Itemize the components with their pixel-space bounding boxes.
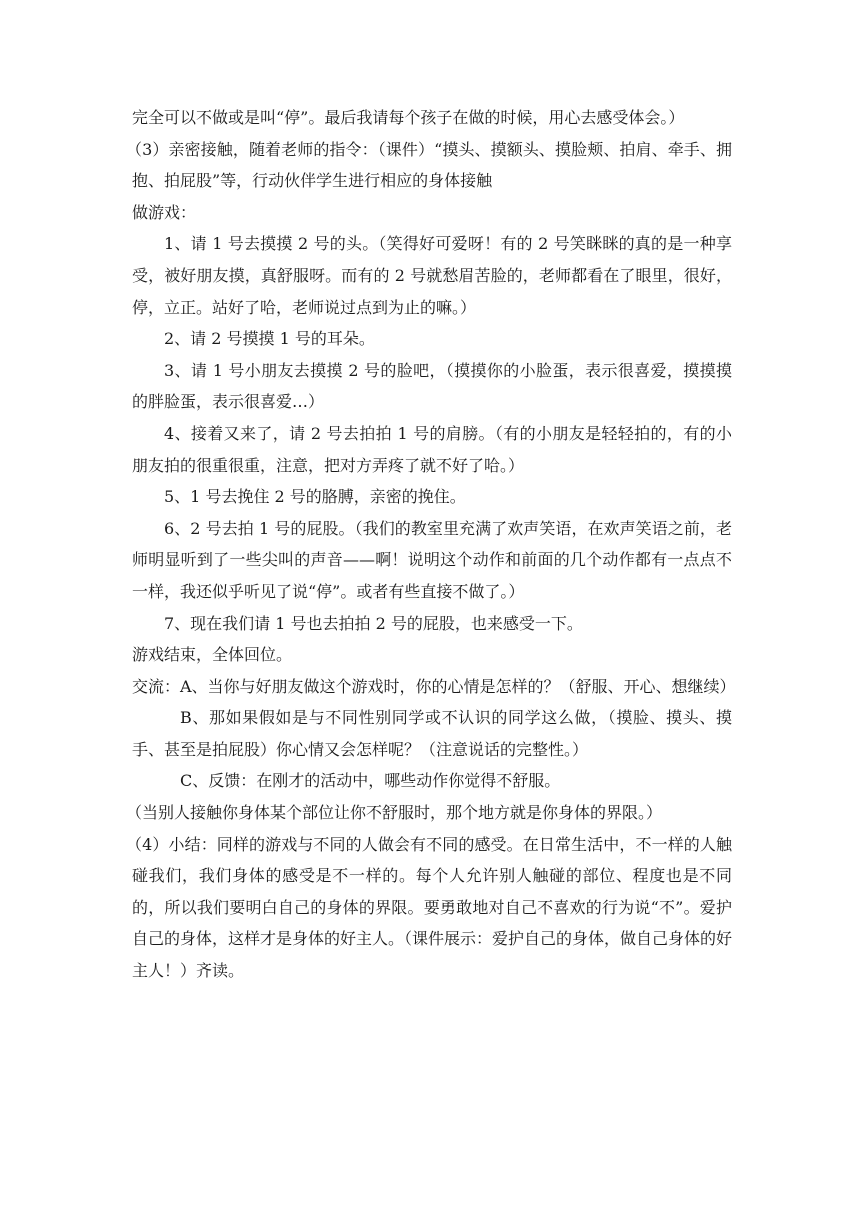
paragraph-boundary-note: （当别人接触你身体某个部位让你不舒服时，那个地方就是你身体的界限。） [126, 803, 663, 823]
paragraph-step-6: 6、2 号去拍 1 号的屁股。（我们的教室里充满了欢声笑语，在欢声笑语之前，老师明显听到了一些尖叫的声音——啊！说明这个动作和前面的几个动作都有一点点不一样，我还似乎听见了说“停”。或者有些直接不做了。） [132, 518, 732, 601]
paragraph-game-heading: 做游戏： [132, 202, 197, 222]
paragraph-continuation: 完全可以不做或是叫“停”。最后我请每个孩子在做的时候，用心去感受体会。） [132, 108, 685, 127]
paragraph-step-2: 2、请 2 号摸摸 1 号的耳朵。 [164, 329, 375, 349]
paragraph-step-4: 4、接着又来了，请 2 号去拍拍 1 号的肩膀。（有的小朋友是轻轻拍的，有的小朋友拍的很重很重，注意，把对方弄疼了就不好了哈。） [132, 423, 732, 475]
paragraph-step-1: 1、请 1 号去摸摸 2 号的头。（笑得好可爱呀！有的 2 号笑眯眯的真的是一种享受，被好朋友摸，真舒服呀。而有的 2 号就愁眉苦脸的，老师都看在了眼里，很好，停，立正。站好了哈，老师说过点到为止的嘛。） [132, 234, 732, 317]
paragraph-discussion-a: 交流：A、当你与好朋友做这个游戏时，你的心情是怎样的？（舒服、开心、想继续） [132, 676, 736, 696]
paragraph-discussion-b: B、那如果假如是与不同性别同学或不认识的同学这么做，（摸脸、摸头、摸手、甚至是拍屁股）你心情又会怎样呢？（注意说话的完整性。） [132, 708, 732, 759]
paragraph-summary: （4）小结：同样的游戏与不同的人做会有不同的感受。在日常生活中，不一样的人触碰我们，我们身体的感受是不一样的。每个人允许别人触碰的部位、程度也是不同的，所以我们要明白自己的身体的界限。要勇敢地对自己不喜欢的行为说“不”。爱护自己的身体，这样才是身体的好主人。（课件展示：爱护自己的身体，做自己身体的好主人！）齐读。 [126, 834, 733, 981]
paragraph-game-end: 游戏结束，全体回位。 [132, 645, 293, 665]
document-body [126, 102, 736, 987]
paragraph-discussion-c: C、反馈：在刚才的活动中，哪些动作你觉得不舒服。 [180, 771, 561, 791]
paragraph-step-3: 3、请 1 号小朋友去摸摸 2 号的脸吧，（摸摸你的小脸蛋，表示很喜爱，摸摸摸的胖脸蛋，表示很喜爱…） [132, 360, 732, 412]
paragraph-step-5: 5、1 号去挽住 2 号的胳膊，亲密的挽住。 [164, 487, 466, 507]
paragraph-section-3: （3）亲密接触，随着老师的指令：（课件）“摸头、摸额头、摸脸颊、拍肩、牵手、拥抱、拍屁股”等，行动伙伴学生进行相应的身体接触 [126, 139, 732, 191]
paragraph-step-7: 7、现在我们请 1 号也去拍拍 2 号的屁股，也来感受一下。 [164, 613, 583, 633]
